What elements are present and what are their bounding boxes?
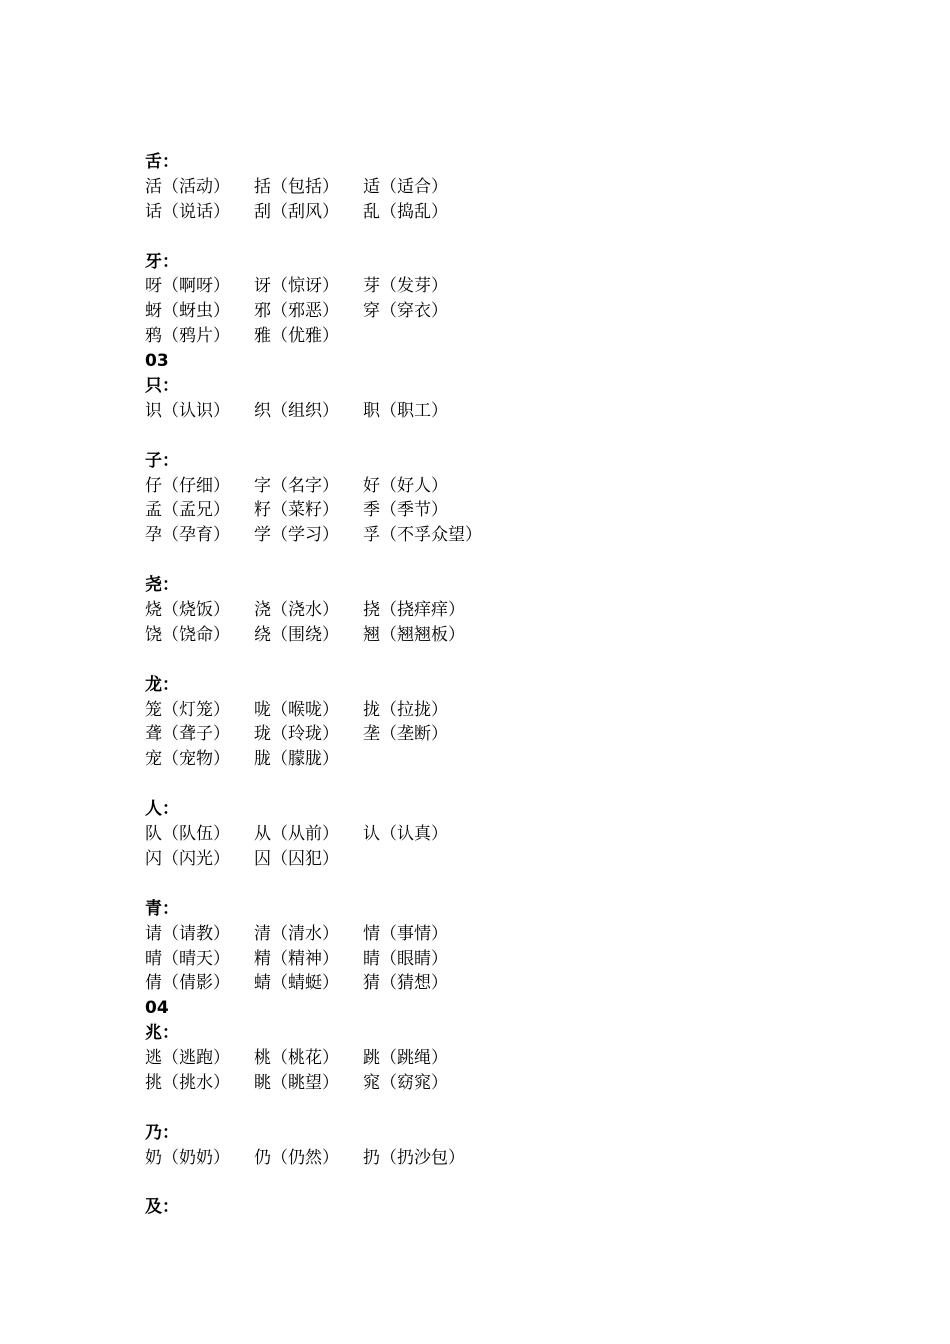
word-entry: 刮（刮风）: [254, 201, 339, 222]
word-entry: 翘（翘翘板）: [363, 624, 465, 645]
word-entry: 笼（灯笼）: [145, 699, 230, 720]
word-row: [145, 474, 905, 499]
word-entry: 蜻（蜻蜓）: [254, 973, 339, 994]
word-entry: 聋（聋子）: [145, 724, 230, 745]
word-row: [145, 971, 905, 996]
word-row: [145, 1146, 905, 1171]
section-heading: 尧：: [145, 575, 179, 596]
word-entry: 珑（玲珑）: [254, 724, 339, 745]
word-row: [145, 498, 905, 523]
word-row: [145, 698, 905, 723]
blank-line: [145, 1171, 905, 1196]
section-heading: 兆：: [145, 1023, 179, 1044]
word-entry: 好（好人）: [363, 475, 448, 496]
word-entry: 仔（仔细）: [145, 475, 230, 496]
word-entry: 猜（猜想）: [363, 973, 448, 994]
word-entry: 扔（扔沙包）: [363, 1147, 465, 1168]
section-heading: 只：: [145, 376, 179, 397]
word-row: [145, 175, 905, 200]
section-heading: 03: [145, 351, 169, 372]
word-row: [145, 922, 905, 947]
word-row: [145, 598, 905, 623]
word-row: [145, 274, 905, 299]
word-entry: 活（活动）: [145, 176, 230, 197]
word-entry: 睛（眼睛）: [363, 948, 448, 969]
word-entry: 奶（奶奶）: [145, 1147, 230, 1168]
word-entry: 邪（邪恶）: [254, 301, 339, 322]
section-heading: 牙：: [145, 251, 179, 272]
word-entry: 跳（跳绳）: [363, 1048, 448, 1069]
word-entry: 雅（优雅）: [254, 326, 339, 347]
blank-line: [145, 772, 905, 797]
word-entry: 倩（倩影）: [145, 973, 230, 994]
word-entry: 识（认识）: [145, 400, 230, 421]
word-row: [145, 747, 905, 772]
word-entry: 桃（桃花）: [254, 1048, 339, 1069]
word-entry: 闪（闪光）: [145, 848, 230, 869]
word-entry: 适（适合）: [363, 176, 448, 197]
blank-line: [145, 548, 905, 573]
word-entry: 情（事情）: [363, 923, 448, 944]
blank-line: [145, 872, 905, 897]
word-entry: 话（说话）: [145, 201, 230, 222]
word-row: [145, 523, 905, 548]
word-row: [145, 847, 905, 872]
word-entry: 从（从前）: [254, 824, 339, 845]
word-entry: 晴（晴天）: [145, 948, 230, 969]
word-row: [145, 1046, 905, 1071]
word-entry: 队（队伍）: [145, 824, 230, 845]
word-entry: 呀（啊呀）: [145, 276, 230, 297]
word-entry: 乱（捣乱）: [363, 201, 448, 222]
word-entry: 学（学习）: [254, 525, 339, 546]
section-heading: 04: [145, 998, 169, 1019]
section-heading: 龙：: [145, 674, 179, 695]
word-entry: 精（精神）: [254, 948, 339, 969]
word-entry: 鸦（鸦片）: [145, 326, 230, 347]
word-entry: 孚（不孚众望）: [363, 525, 482, 546]
word-entry: 浇（浇水）: [254, 600, 339, 621]
word-row: [145, 623, 905, 648]
word-entry: 织（组织）: [254, 400, 339, 421]
word-entry: 挠（挠痒痒）: [363, 600, 465, 621]
blank-line: [145, 424, 905, 449]
document-body: [145, 150, 905, 1220]
word-entry: 胧（朦胧）: [254, 749, 339, 770]
word-entry: 认（认真）: [363, 824, 448, 845]
word-entry: 饶（饶命）: [145, 624, 230, 645]
word-entry: 孕（孕育）: [145, 525, 230, 546]
word-entry: 蚜（蚜虫）: [145, 301, 230, 322]
word-entry: 烧（烧饭）: [145, 600, 230, 621]
word-entry: 季（季节）: [363, 500, 448, 521]
word-entry: 穿（穿衣）: [363, 301, 448, 322]
word-entry: 请（请教）: [145, 923, 230, 944]
word-entry: 拢（拉拢）: [363, 699, 448, 720]
word-entry: 眺（眺望）: [254, 1072, 339, 1093]
word-entry: 籽（菜籽）: [254, 500, 339, 521]
word-row: [145, 947, 905, 972]
section-heading: 人：: [145, 799, 179, 820]
blank-line: [145, 648, 905, 673]
section-heading: 及：: [145, 1197, 179, 1218]
word-entry: 括（包括）: [254, 176, 339, 197]
word-entry: 字（名字）: [254, 475, 339, 496]
word-row: [145, 200, 905, 225]
word-entry: 咙（喉咙）: [254, 699, 339, 720]
word-entry: 芽（发芽）: [363, 276, 448, 297]
word-entry: 挑（挑水）: [145, 1072, 230, 1093]
word-entry: 职（职工）: [363, 400, 448, 421]
blank-line: [145, 225, 905, 250]
word-entry: 逃（逃跑）: [145, 1048, 230, 1069]
word-row: [145, 324, 905, 349]
word-entry: 孟（孟兄）: [145, 500, 230, 521]
word-row: [145, 722, 905, 747]
word-entry: 囚（囚犯）: [254, 848, 339, 869]
section-heading: 乃：: [145, 1122, 179, 1143]
section-heading: 舌：: [145, 152, 179, 172]
word-entry: 宠（宠物）: [145, 749, 230, 770]
word-row: [145, 1071, 905, 1096]
word-entry: 清（清水）: [254, 923, 339, 944]
word-row: [145, 299, 905, 324]
word-entry: 绕（围绕）: [254, 624, 339, 645]
section-heading: 子：: [145, 450, 179, 471]
word-entry: 窕（窈窕）: [363, 1072, 448, 1093]
word-entry: 垄（垄断）: [363, 724, 448, 745]
blank-line: [145, 1096, 905, 1121]
word-entry: 讶（惊讶）: [254, 276, 339, 297]
word-row: [145, 399, 905, 424]
word-row: [145, 822, 905, 847]
section-heading: 青：: [145, 898, 179, 919]
word-entry: 仍（仍然）: [254, 1147, 339, 1168]
